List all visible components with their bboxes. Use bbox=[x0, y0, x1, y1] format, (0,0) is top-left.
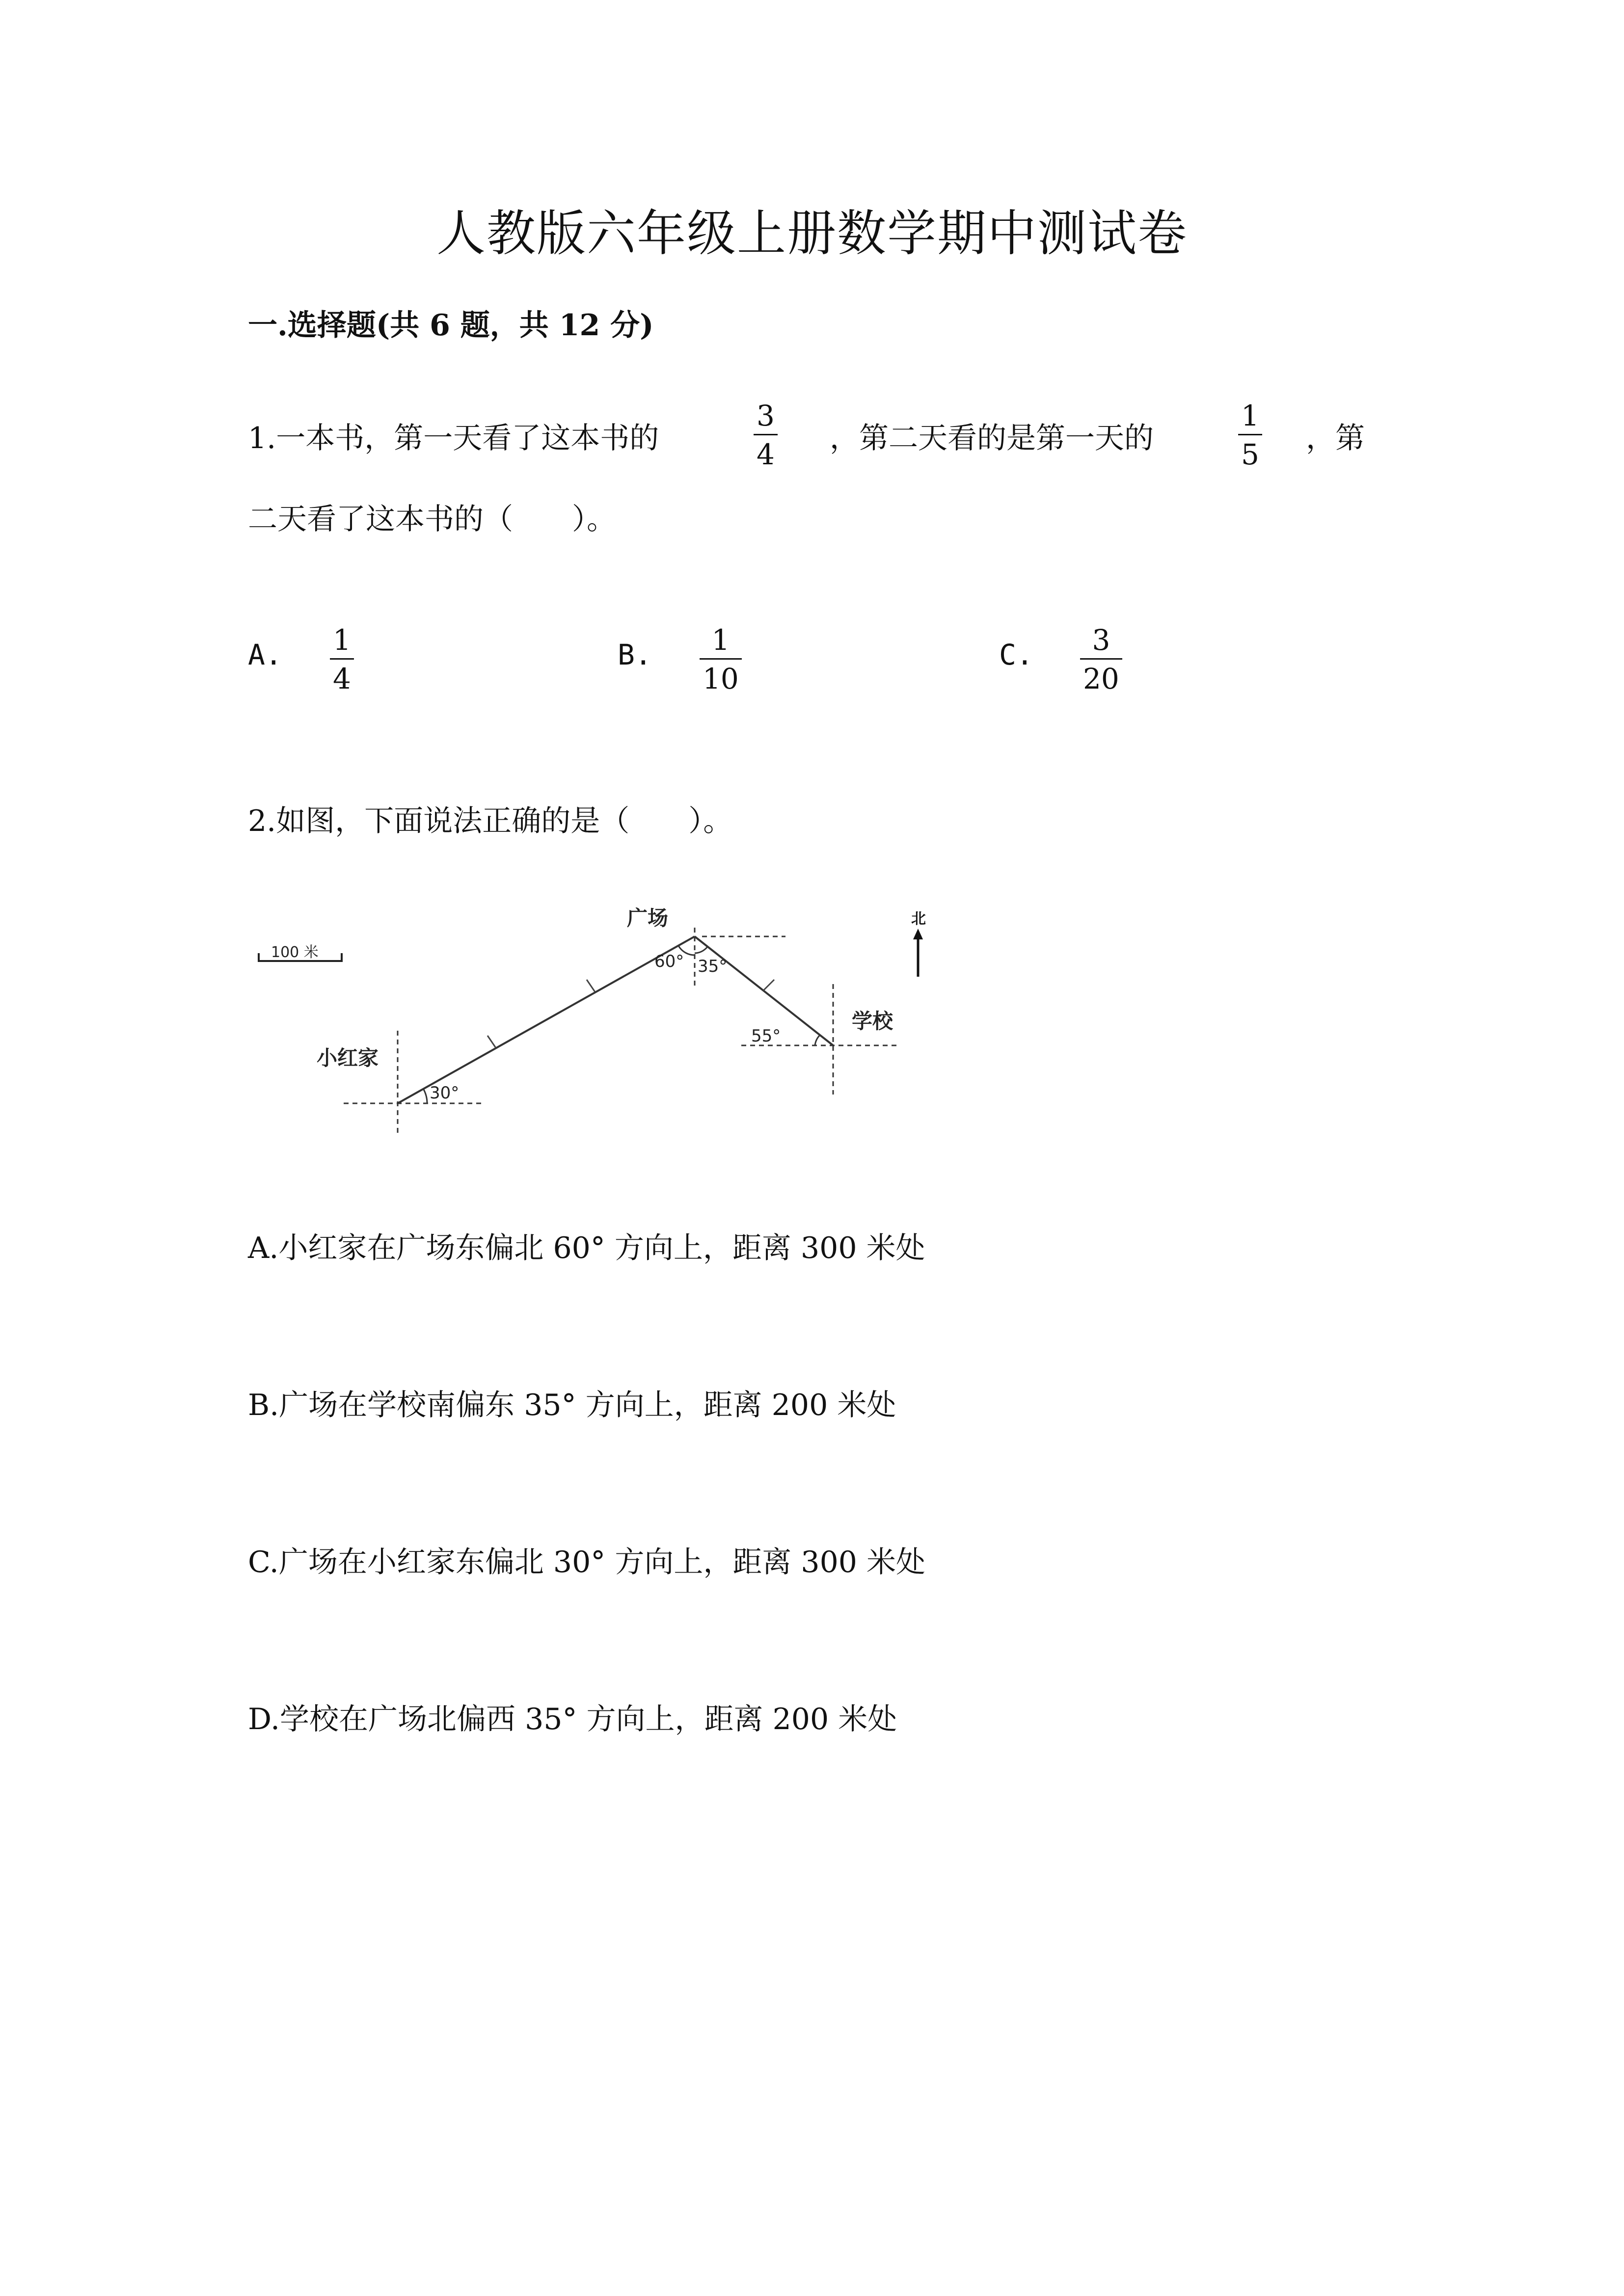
fraction-bar bbox=[1238, 434, 1262, 435]
home-label: 小红家 bbox=[317, 1046, 379, 1070]
scale-label: 100 米 bbox=[271, 944, 319, 961]
north-label: 北 bbox=[911, 910, 926, 928]
north-arrow bbox=[911, 910, 926, 977]
fraction-denominator: 20 bbox=[1083, 662, 1119, 695]
fraction-bar bbox=[754, 434, 778, 435]
school-label: 学校 bbox=[852, 1009, 893, 1033]
fraction-numerator: 3 bbox=[757, 399, 775, 432]
q2-option-d[interactable]: D.学校在广场北偏西 35° 方向上，距离 200 米处 bbox=[248, 1702, 897, 1736]
fraction-denominator: 4 bbox=[757, 438, 775, 471]
q2-option-c[interactable]: C.广场在小红家东偏北 30° 方向上，距离 300 米处 bbox=[248, 1545, 925, 1579]
angle-arc-school bbox=[815, 1035, 820, 1045]
angle-arc-plaza-right bbox=[695, 947, 707, 953]
q1-line1-part-a: 1.一本书，第一天看了这本书的 bbox=[248, 421, 659, 455]
q1-line1-part-c: ，第 bbox=[1306, 421, 1365, 455]
angle-label-plaza-right: 35° bbox=[698, 957, 728, 976]
fraction-bar bbox=[700, 658, 742, 660]
angle-label-school: 55° bbox=[751, 1026, 781, 1046]
option-letter: B. bbox=[618, 638, 652, 671]
q1-fraction-3-4 bbox=[754, 401, 778, 469]
option-letter: C. bbox=[999, 638, 1033, 671]
fraction-numerator: 1 bbox=[711, 623, 730, 657]
fraction-numerator: 1 bbox=[333, 623, 351, 657]
scale-bar bbox=[258, 944, 343, 962]
plaza-label: 广场 bbox=[627, 906, 669, 930]
option-fraction bbox=[330, 623, 354, 695]
fraction-bar bbox=[1080, 658, 1122, 660]
fraction-denominator: 5 bbox=[1241, 438, 1259, 471]
fraction-denominator: 4 bbox=[333, 662, 351, 695]
section-heading: 一.选择题(共 6 题，共 12 分) bbox=[248, 308, 654, 343]
distance-ticks bbox=[487, 980, 774, 1048]
fraction-numerator: 1 bbox=[1241, 399, 1259, 432]
fraction-bar bbox=[330, 658, 354, 660]
option-fraction bbox=[1080, 623, 1122, 695]
q1-line2: 二天看了这本书的（ ）。 bbox=[248, 502, 616, 536]
page-title: 人教版六年级上册数学期中测试卷 bbox=[436, 205, 1188, 262]
fraction-numerator: 3 bbox=[1092, 623, 1110, 657]
q2-direction-diagram bbox=[245, 898, 972, 1148]
fraction-denominator: 10 bbox=[703, 662, 739, 695]
q2-option-b[interactable]: B.广场在学校南偏东 35° 方向上，距离 200 米处 bbox=[248, 1388, 896, 1422]
option-fraction bbox=[700, 623, 742, 695]
q2-option-a[interactable]: A.小红家在广场东偏北 60° 方向上，距离 300 米处 bbox=[248, 1231, 925, 1265]
path-home-to-plaza bbox=[398, 936, 695, 1103]
angle-label-plaza-left: 60° bbox=[654, 952, 684, 971]
q1-fraction-1-5 bbox=[1238, 401, 1262, 469]
angle-arc-home bbox=[423, 1089, 427, 1103]
option-letter: A. bbox=[248, 638, 282, 671]
q1-line1-part-b: ，第二天看的是第一天的 bbox=[830, 421, 1154, 455]
q2-stem: 2.如图，下面说法正确的是（ ）。 bbox=[248, 804, 733, 838]
angle-label-home: 30° bbox=[430, 1083, 460, 1103]
